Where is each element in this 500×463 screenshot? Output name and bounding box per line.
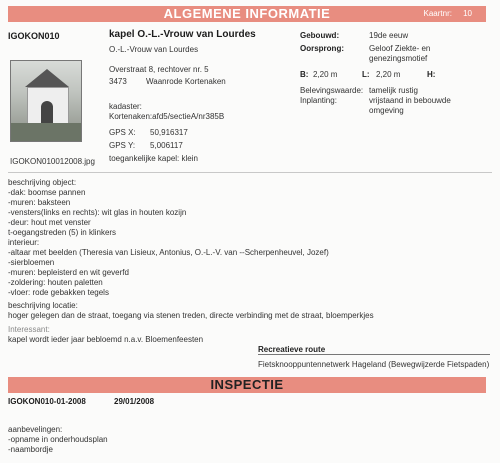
b-value: 2,20 m	[313, 70, 338, 79]
h-label: H:	[427, 70, 436, 79]
desc-line: -deur: hout met venster	[8, 218, 91, 227]
desc-line: -muren: bepleisterd en wit geverfd	[8, 268, 129, 277]
beleving-label: Belevingswaarde:	[300, 86, 364, 95]
desc-line: t-oegangstreden (5) in klinkers	[8, 228, 117, 237]
route-label: Recreatieve route	[258, 345, 326, 354]
locatie-text: hoger gelegen dan de straat, toegang via stenen treden, directe verbinding met de straat, bloemperkjes	[8, 311, 374, 320]
desc-line: -vloer: rode gebakken tegels	[8, 288, 109, 297]
kadaster-value: Kortenaken:afd5/sectieA/nr385B	[109, 112, 225, 121]
locatie-label: beschrijving locatie:	[8, 301, 78, 310]
aanbevelingen-label: aanbevelingen:	[8, 425, 63, 434]
divider	[8, 172, 492, 173]
accessibility: toegankelijke kapel: klein	[109, 154, 198, 163]
oorsprong-value-2: genezingsmotief	[369, 54, 428, 63]
gebouwd-label: Gebouwd:	[300, 31, 340, 40]
section-header-inspectie	[8, 377, 486, 393]
gps-y-label: GPS Y:	[109, 141, 136, 150]
route-value: Fietsknooppuntennetwerk Hageland (Bewegwijzerde Fietspaden)	[258, 360, 490, 369]
kaart-number	[424, 6, 473, 22]
desc-line: interieur:	[8, 238, 40, 247]
gps-x-value: 50,916317	[150, 128, 188, 137]
object-name: kapel O.-L.-Vrouw van Lourdes	[109, 29, 256, 40]
photo-caption: IGOKON010012008.jpg	[10, 157, 95, 166]
kaart-label: Kaartnr:	[423, 9, 452, 18]
desc-line: -muren: baksteen	[8, 198, 71, 207]
b-label: B:	[300, 70, 309, 79]
inspectie-title: INSPECTIE	[210, 377, 284, 392]
desc-line: beschrijving object:	[8, 178, 77, 187]
object-id: IGOKON010	[8, 31, 60, 41]
desc-line: -altaar met beelden (Theresia van Lisieux, Antonius, O.-L.-V. van --Scherpenheuvel, Jozef)	[8, 248, 329, 257]
gps-y-value: 5,006117	[150, 141, 183, 150]
desc-line: -vensters(links en rechts): wit glas in houten kozijn	[8, 208, 187, 217]
section-title: ALGEMENE INFORMATIE	[163, 6, 331, 21]
aanbeveling-item: -naambordje	[8, 445, 53, 454]
inplanting-value-2: omgeving	[369, 106, 404, 115]
interessant-label: Interessant:	[8, 325, 50, 334]
inplanting-value-1: vrijstaand in bebouwde	[369, 96, 451, 105]
route-underline	[258, 354, 490, 355]
object-subname: O.-L.-Vrouw van Lourdes	[109, 45, 199, 54]
desc-line: -dak: boomse pannen	[8, 188, 86, 197]
gebouwd-value: 19de eeuw	[369, 31, 409, 40]
inspectie-date: 29/01/2008	[114, 397, 155, 406]
chapel-photo	[10, 60, 82, 142]
address-line: Overstraat 8, rechtover nr. 5	[109, 65, 209, 74]
section-header-algemene-informatie	[8, 6, 486, 22]
city: Waanrode Kortenaken	[146, 77, 226, 86]
interessant-text: kapel wordt ieder jaar bebloemd n.a.v. Bloemenfeesten	[8, 335, 204, 344]
beleving-value: tamelijk rustig	[369, 86, 418, 95]
desc-line: -sierbloemen	[8, 258, 55, 267]
gps-x-label: GPS X:	[109, 128, 136, 137]
kadaster-label: kadaster:	[109, 102, 142, 111]
desc-line: -zoldering: houten paletten	[8, 278, 103, 287]
oorsprong-value-1: Geloof Ziekte- en	[369, 44, 431, 53]
kaart-value: 10	[463, 9, 472, 18]
aanbeveling-item: -opname in onderhoudsplan	[8, 435, 108, 444]
l-value: 2,20 m	[376, 70, 401, 79]
l-label: L:	[362, 70, 370, 79]
oorsprong-label: Oorsprong:	[300, 44, 344, 53]
inplanting-label: Inplanting:	[300, 96, 337, 105]
postcode: 3473	[109, 77, 127, 86]
inspectie-code: IGOKON010-01-2008	[8, 397, 86, 406]
